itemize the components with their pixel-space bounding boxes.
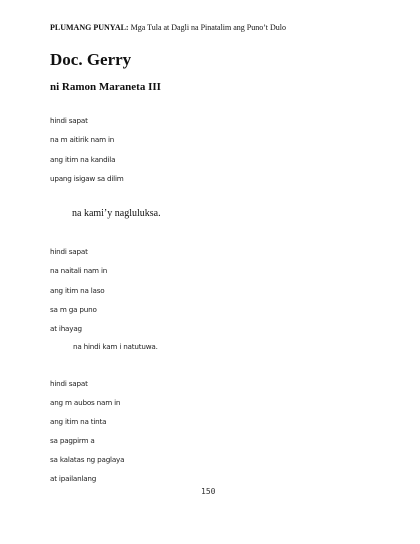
poem-line: ang itim na laso [50,286,105,295]
poem-author: ni Ramon Maraneta III [50,81,161,93]
poem-line-indented: na hindi kam i natutuwa. [73,342,158,351]
poem-line: sa kalatas ng paglaya [50,455,125,464]
poem-line: sa m ga puno [50,305,97,314]
poem-line: hindi sapat [50,379,88,388]
poem-line: hindi sapat [50,247,88,256]
poem-line: sa pagpirm a [50,436,95,445]
poem-line: hindi sapat [50,116,88,125]
poem-line: ang itim na kandila [50,155,116,164]
running-header [50,23,286,32]
poem-line: ang itim na tinta [50,417,107,426]
poem-line: na m aitirik nam in [50,135,115,144]
page-number: 150 [201,487,216,496]
book-title: PLUMANG PUNYAL: [50,23,129,32]
poem-line: ang m aubos nam in [50,398,121,407]
book-subtitle: Mga Tula at Dagli na Pinatalim ang Puno’t Dulo [128,23,286,32]
poem-line: at ihayag [50,324,82,333]
poem-line: upang isigaw sa dilim [50,174,124,183]
poem-title: Doc. Gerry [50,50,132,69]
poem-line: at ipailanlang [50,474,97,483]
poem-line: na naitali nam in [50,266,108,275]
poem-refrain: na kami’y nagluluksa. [72,208,161,219]
